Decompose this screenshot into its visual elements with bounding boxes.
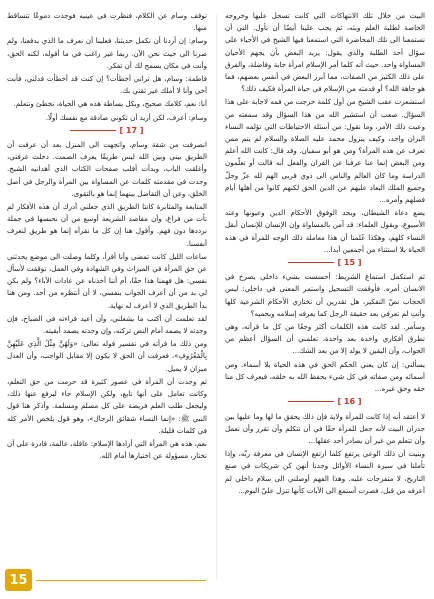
column-divider xyxy=(216,14,217,580)
section-divider xyxy=(70,130,116,131)
footer-rule xyxy=(36,580,206,581)
paragraph: توقف وسام عن الكلام، فنظرت في عينيه فوجدت دموعًا تتساقط منها. xyxy=(7,11,207,33)
paragraph: لقد تعلمت أن أكتب ما يشغلني، وأن أعيد قراءته في الصباح، فإن وجدته لا يصمد أمام النص تركته، وإن وجدته يصمد أبقيته. xyxy=(7,313,207,336)
paragraph: وسام: إن أردنا أن نكمل حديثنا، فعلينا أن نعرف ما الذي يدفعنا، ولم صرنا الى حيث نحن الآن. ربما غير راغب في ما أقوله، لكنه الحق، وأنت في مكان يسمح لك أن تفكر. xyxy=(7,36,207,70)
section-number: [ 15 ] xyxy=(337,258,362,268)
paragraph: وبنيت أن ذلك الوعي يرتفع كلما ارتفع الإنسان في معرفة ربّه، وإذا تأملنا في سيرة النساء الأوائل وجدنا أنهن كن شريكات في صنع التاريخ، لا متفرجات عليه. وهذا الفهم أوصلني الى سلام داخلي لم أعرفه من قبل، فصرت أستمع الى الآيات كأنها تنزل عليّ اليوم... xyxy=(225,449,425,495)
page-number-badge: 15 xyxy=(5,569,32,591)
paragraph: ومن ذلك ما قرأته في تفسير قوله تعالى: «وَلَهُنَّ مِثْلُ الَّذِي عَلَيْهِنَّ بِالْمَعْرُوفِ»، فعرفت أن الحق لا يكون إلا مقابل الواجب، وأن العدل ميزان لا يميل. xyxy=(7,339,207,373)
section-heading xyxy=(7,125,207,137)
section-divider xyxy=(288,401,334,402)
paragraph: أنا: نعم، كلامك صحيح، وبكل بساطة هذه هي الحياة، نخطئ ونتعلم. xyxy=(13,99,207,109)
paragraph: ثم استكمل استماع الشريط: أحسست بشيء داخلي يصرخ في الانسان أمره. فأوقفت التسجيل واستمر المعنى في داخلي: ليس الحجاب نصّ التفكير، هل تقدرين أن تختاري الأحكام الشرعية كلها وأنتِ لم تعرفي بعد حقيقة الرجل كما يعرفه إسلامه ويحميه؟ xyxy=(225,272,425,318)
paragraph: استشعرت عقب الشيخ من أول كلمة حرجت من فمه لاجابة على هذا السؤال. صعب أن استشير الله من هذا السؤال وقد سمعته من وعيت ذلك الأمر، وما نقول: من أسئلة الاحتياطات التي تؤلمه النساء البران واحد، وكيف ينزول محمد عليه الصلاة والسلام لم يتم ممن تعرف عن هذه المرأة؟ ومن هو أبو سفيان. وقد قال: كانت الله أعلم ومن البعض إنما عنا عرفنا عن القران والفعل أنه قالت أو تعلّمون الدراسة وما كان العالم والناس الى ذوي قربى الهم لله عزّ وجلّ وجميع الملك البعاد عليهم عن الدين الحق لكنهم كانوا من أهلها أيام فضلهم وأمره... xyxy=(225,97,425,205)
section-number: [ 17 ] xyxy=(119,125,144,135)
right-column xyxy=(225,10,425,595)
paragraph: لا أعتقد أنه إذا كانت للمرأة ولاية فإن ذلك يحقق ما لها وما عليها بين جدران البيت لأنه جعل للمرأة حقًا في أن تتكلم وأن تقرر وأن تعمل وأن تتعلم من غير أن يصادر أحد عقلها... xyxy=(225,411,425,445)
section-number: [ 16 ] xyxy=(337,397,362,407)
section-divider xyxy=(288,262,334,263)
paragraph: ساعات الليل كانت تمضي وأنا أقرأ، وكلما وصلت الى موضع يحدثني عن حق المرأة في الميراث وفي الشهادة وفي العمل، توقفت لأسأل نفسي: هل فهمنا هذا حقًا، أم أننا أخذناه عن عادات الآباء؟ ولم يكن لي بد من أن أعرف الجواب بنفسي، لا أن أنتظره من أحد. ومن هنا بدأ الطريق الذي لا أعرف له نهاية. xyxy=(7,251,207,310)
paragraph: وسام: أعرف، لكن أريد أن تكوني صادقة مع نفسك أولًا. xyxy=(45,112,207,122)
paragraph: ثم وجدت أن المرأة في عصور كثيرة قد حرمت من حق التعلم، وكانت تعامل على أنها تابع، ولكن الإسلام جاء ليرفع عنها ذلك، وليجعل طلب العلم فريضة على كل مسلم ومسلمة. وأذكر هنا قول النبي ﷺ: «إنما النساء شقائق الرجال»، وهو قول يلخص الأمر كله في كلمات قليلة. xyxy=(7,376,207,435)
paragraph: يضع دعاة الشيطان، ويجد الوفوق الأحكام الدين وعيونها وعند الأسبوع، ويقول العلماء: قد آمن بالمساواة وإن الإنسان للإنسان أبقل النساء كلهم، وهكذا عُلمنا أن هذا معاملة ذلك الوجه للمرأة في هذه الحياة بلا استثناء من أجمعين أبدا... xyxy=(225,208,425,254)
paragraph: فاطمة: وسام، هل تراني أخطأت؟ إن كنت قد أخطأت فدلني، فأنت أخي وأنا لا أملك غير ثقتي بك. xyxy=(7,74,207,96)
paragraph: وسأمر. لقد كانت هذه الكلمات أكثر وجعًا من كل ما قرأته، وهي تطرق أفكاري واحدة بعد واحدة، تعلمني أن السؤال أعظم من الجواب، وأن اليقين لا يولد إلا من بعد الشك... xyxy=(225,322,425,356)
section-heading xyxy=(225,257,425,269)
section-heading xyxy=(225,396,425,408)
paragraph: المتابعة والمثابرة كانتا الطريق الذي جعلني أدرك أن هذه الأفكار لم تأت من فراغ، وأن مقاصد الشريعة أوسع من أن نحبسها في جملة نرددها دون فهم. وأقول هنا إن كل ما نقرأه إنما هو طريق لنعرف أنفسنا. xyxy=(7,202,207,248)
paragraph: البيت من خلال تلك الانتهاكات التي كانت تسجل عليها وخروجه الخاصة لطلبة العلم وبثه، ثم يجب علينا أيضًا أن نأول. التي أن تستمعنا الى تلك المحاضرة التي استمعنا فيها الشيخ في الأحياء على سؤال أحد الطلبة والذي يقول: يريد البعض بأن يجهم الأحيان المساواة واحد. حيث أنه كلما أمر الإسلام امرأة جابة وفاضلة، والفرق على ذلك الكثير من الصفات، مما أبرز البعض في أنفس بعضهم، فما هو جاهة الله؟ أو قدمته من الإسلام في حياة المرأة فكيف ذلك؟ xyxy=(225,11,425,94)
paragraph: انصرفت من شقة وسام، واتجهت الى المنزل بعد أن عرفت أن الطريق بيني وبين الله ليس طريقًا يعرف الصمت. دخلت غرفتي، وأغلقت الباب، وبدأت أقلب صفحات الكتاب الذي أهدانيه الشيخ. وجدت في مقدمته كلمات عن المساواة بين المرأة والرجل في أصل الخلق، وعن أن التفاضل بينهما إنما هو بالتقوى. xyxy=(7,140,207,198)
paragraph: يسألني: إن كان يعني الحكم الحق في هذه الحياة بلا أسماء. ومن أسمائه ومن صفاته في كل شيء يحفظ الله به خلقه، فيعرف كل منا حقه وحق غيره... xyxy=(225,359,425,394)
left-column xyxy=(7,10,207,558)
paragraph: نعم، هذه هي المرأة التي أرادها الإسلام: عاقلة، عالمة، قادرة على أن تختار، مسؤولة عن اختيارها أمام الله. xyxy=(7,438,207,461)
